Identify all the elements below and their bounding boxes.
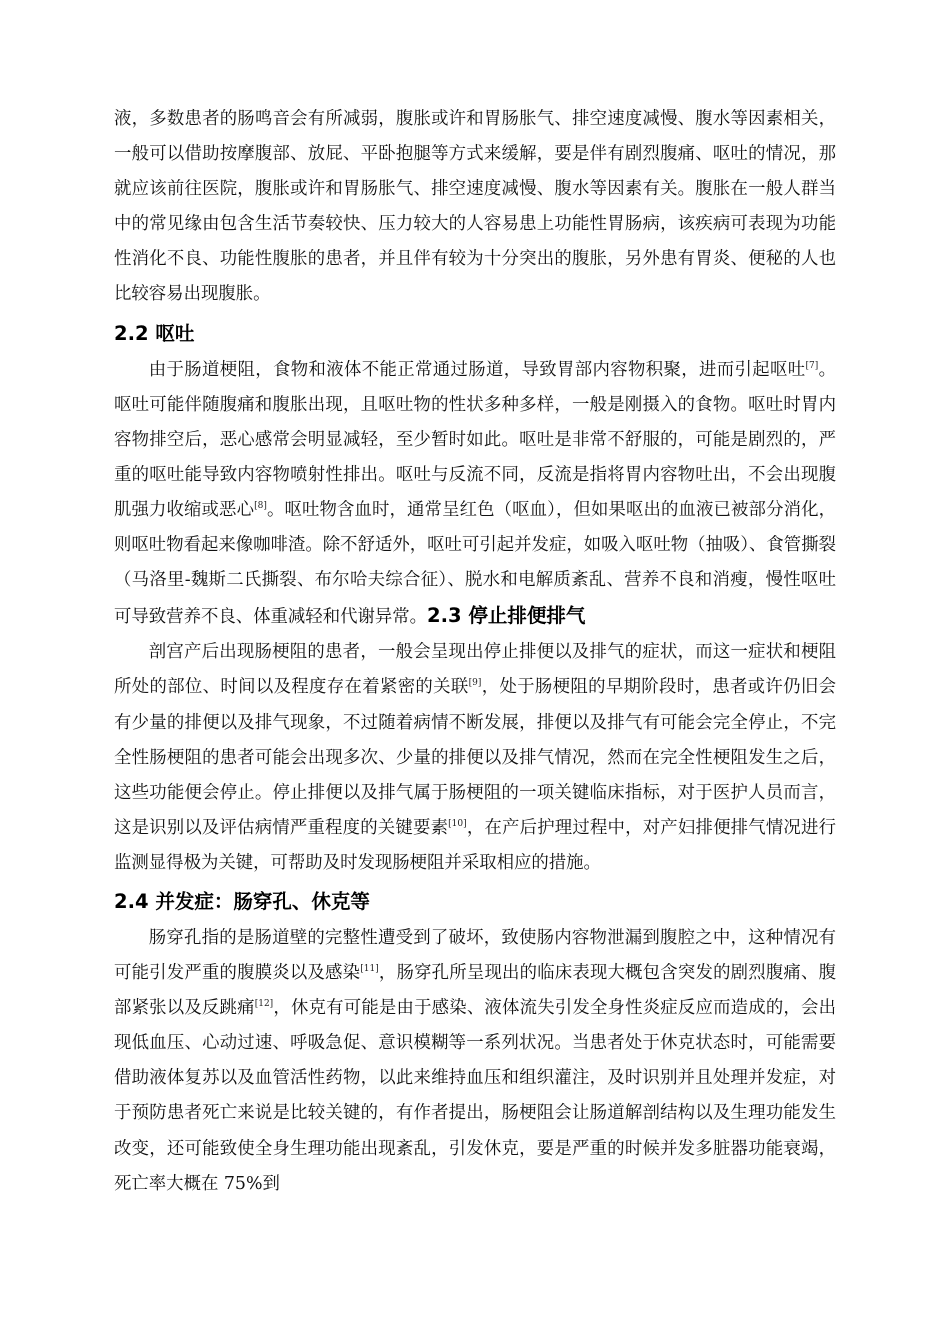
complications-text-2: ，肠穿孔所呈现出的临床表现大概包含突发的剧烈腹痛、腹部紧张以及反跳痛 (114, 963, 836, 1019)
vomiting-text-3: 。呕吐物含血时，通常呈红色（呕血），但如果呕出的血液已被部分消化，则呕吐物看起来像咖啡渣。除不舒适外，呕吐可引起并发症，如吸入呕吐物（抽吸）、食管撕裂（马洛里-魏斯二氏撕裂、布尔哈夫综合征）、脱水和电解质紊乱、营养不良和消瘦，慢性呕吐可导致营养不良、体重减轻和代谢异常。 (114, 499, 836, 628)
paragraph-stop-defecation (114, 635, 836, 881)
section-heading-2-2: 2.2 呕吐 (114, 321, 195, 345)
defecation-text-3: ，在产后护理过程中，对产妇排便排气情况进行监测显得极为关键，可帮助及时发现肠梗阻并采取相应的措施。 (114, 817, 836, 873)
section-heading-2-3: 2.3 停止排便排气 (427, 604, 586, 628)
citation-12: [12] (254, 999, 274, 1010)
continuation-paragraph: 液，多数患者的肠鸣音会有所减弱，腹胀或许和胃肠胀气、排空速度减慢、腹水等因素相关，一般可以借助按摩腹部、放屁、平卧抱腿等方式来缓解，要是伴有剧烈腹痛、呕吐的情况，那就应该前往医院，腹胀或许和胃肠胀气、排空速度减慢、腹水等因素有关。腹胀在一般人群当中的常见缘由包含生活节奏较快、压力较大的人容易患上功能性胃肠病，该疾病可表现为功能性消化不良、功能性腹胀的患者，并且伴有较为十分突出的腹胀，另外患有胃炎、便秘的人也比较容易出现腹胀。 (114, 109, 836, 305)
vomiting-text-1: 由于肠道梗阻，食物和液体不能正常通过肠道，导致胃部内容物积聚，进而引起呕吐 (148, 359, 806, 380)
citation-10: [10] (448, 818, 467, 829)
vomiting-text-2: 。呕吐可能伴随腹痛和腹胀出现，且呕吐物的性状多种多样，一般是刚摄入的食物。呕吐时胃内容物排空后，恶心感常会明显减轻，至少暂时如此。呕吐是非常不舒服的，可能是剧烈的，严重的呕吐能导致内容物喷射性排出。呕吐与反流不同，反流是指将胃内容物吐出，不会出现腹肌强力收缩或恶心 (114, 359, 836, 520)
section-heading-2-4: 2.4 并发症：肠穿孔、休克等 (114, 889, 370, 913)
document-body (114, 102, 836, 1202)
paragraph-complications (114, 921, 836, 1202)
citation-9: [9] (468, 678, 482, 689)
complications-text-1: 肠穿孔指的是肠道壁的完整性遭受到了破坏，致使肠内容物泄漏到腹腔之中，这种情况有可能引发严重的腹膜炎以及感染 (114, 927, 836, 984)
citation-11: [11] (360, 964, 379, 975)
defecation-text-2: ，处于肠梗阻的早期阶段时，患者或许仍旧会有少量的排便以及排气现象，不过随着病情不断发展，排便以及排气有可能会完全停止，不完全性肠梗阻的患者可能会出现多次、少量的排便以及排气情况，然而在完全性梗阻发生之后，这些功能便会停止。停止排便以及排气属于肠梗阻的一项关键临床指标，对于医护人员而言，这是识别以及评估病情严重程度的关键要素 (114, 677, 836, 838)
citation-7: [7] (805, 360, 819, 371)
complications-text-3: ，休克有可能是由于感染、液体流失引发全身性炎症反应而造成的，会出现低血压、心动过速、呼吸急促、意识模糊等一系列状况。当患者处于休克状态时，可能需要借助液体复苏以及血管活性药物，以此来维持血压和组织灌注，及时识别并且处理并发症，对于预防患者死亡来说是比较关键的，有作者提出，肠梗阻会让肠道解剖结构以及生理功能发生改变，还可能致使全身生理功能出现紊乱，引发休克，要是严重的时候并发多脏器功能衰竭，死亡率大概在 75%到 (114, 998, 836, 1194)
paragraph-vomiting (114, 353, 836, 636)
defecation-text-1: 剖宫产后出现肠梗阻的患者，一般会呈现出停止排便以及排气的症状，而这一症状和梗阻所处的部位、时间以及程度存在着紧密的关联 (114, 642, 836, 698)
citation-8: [8] (254, 501, 267, 512)
